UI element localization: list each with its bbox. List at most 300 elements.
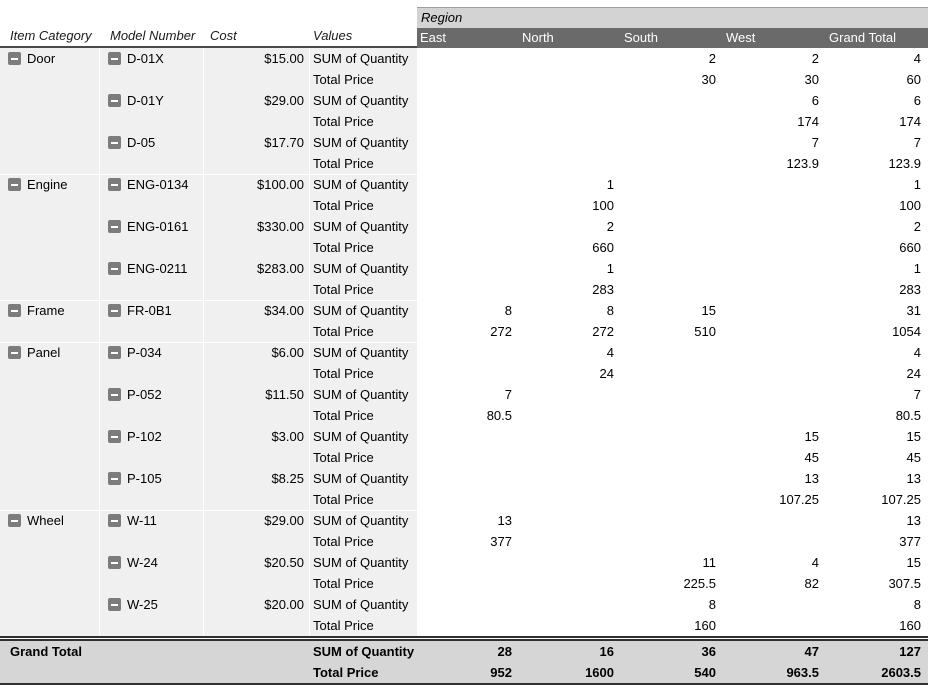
data-cell: 8 <box>708 597 716 612</box>
collapse-model-button[interactable] <box>108 52 121 65</box>
item-category-cell <box>0 132 100 153</box>
pivot-row <box>0 594 928 615</box>
data-cell: 11 <box>702 555 716 570</box>
data-cell: 6 <box>811 93 819 108</box>
pivot-row <box>0 384 928 405</box>
data-cell <box>519 594 621 615</box>
values-row-label: SUM of Quantity <box>310 384 417 405</box>
minus-icon <box>111 520 118 522</box>
values-row-label: Total Price <box>310 111 417 132</box>
minus-icon <box>111 436 118 438</box>
data-cell <box>621 468 723 489</box>
model-label: W-11 <box>127 513 157 528</box>
pivot-row <box>0 237 928 258</box>
item-category-cell <box>0 531 100 552</box>
data-cell: 2 <box>606 219 614 234</box>
pivot-row <box>0 69 928 90</box>
data-cell: 272 <box>592 324 614 339</box>
cost-cell <box>204 111 310 132</box>
pivot-body <box>0 48 928 636</box>
data-cell <box>723 216 826 237</box>
data-cell: 15 <box>906 555 921 570</box>
cost-cell <box>204 279 310 300</box>
data-cell: 13 <box>804 471 819 486</box>
cost-cell <box>204 447 310 468</box>
data-cell: 160 <box>694 618 716 633</box>
data-cell <box>723 384 826 405</box>
data-cell <box>621 426 723 447</box>
data-cell <box>621 153 723 174</box>
model-number-cell <box>100 384 204 405</box>
model-number-cell <box>100 132 204 153</box>
data-cell <box>621 132 723 153</box>
header-cost: Cost <box>204 28 310 48</box>
data-cell <box>723 279 826 300</box>
model-label: P-105 <box>127 471 162 486</box>
data-cell <box>621 510 723 531</box>
data-cell <box>417 489 519 510</box>
item-category-cell <box>0 69 100 90</box>
category-group-wheel <box>0 510 928 636</box>
pivot-row <box>0 510 928 531</box>
pivot-row <box>0 363 928 384</box>
data-cell <box>519 405 621 426</box>
data-cell <box>519 48 621 69</box>
data-cell: 283 <box>899 282 921 297</box>
values-row-label: Total Price <box>310 321 417 342</box>
grand-total-section <box>0 641 928 685</box>
data-cell: 107.25 <box>779 492 819 507</box>
data-cell <box>519 510 621 531</box>
data-cell <box>519 468 621 489</box>
category-group-panel <box>0 342 928 510</box>
cost-cell <box>204 321 310 342</box>
data-cell <box>723 258 826 279</box>
item-category-cell <box>0 405 100 426</box>
category-label: Frame <box>27 303 65 318</box>
values-row-label: Total Price <box>310 237 417 258</box>
cost-cell: $34.00 <box>204 300 310 321</box>
data-cell <box>723 342 826 363</box>
values-row-label: Total Price <box>310 69 417 90</box>
grand-total-value-cell: 16 <box>599 644 614 659</box>
values-row-label: Total Price <box>310 405 417 426</box>
data-cell <box>621 237 723 258</box>
pivot-row <box>0 174 928 195</box>
data-cell: 1 <box>606 261 614 276</box>
model-label: P-102 <box>127 429 162 444</box>
cost-cell <box>204 153 310 174</box>
data-cell: 100 <box>899 198 921 213</box>
model-number-cell <box>100 531 204 552</box>
data-cell <box>417 153 519 174</box>
region-column-header-grand-total: Grand Total <box>826 28 928 48</box>
data-cell: 45 <box>804 450 819 465</box>
data-cell <box>417 216 519 237</box>
data-cell: 2 <box>708 51 716 66</box>
model-label: ENG-0161 <box>127 219 189 234</box>
pivot-row <box>0 321 928 342</box>
model-label: W-25 <box>127 597 158 612</box>
cost-cell: $20.00 <box>204 594 310 615</box>
data-cell <box>417 279 519 300</box>
data-cell: 30 <box>804 72 819 87</box>
values-row-label: SUM of Quantity <box>310 510 417 531</box>
data-cell <box>519 573 621 594</box>
model-label: ENG-0211 <box>127 261 188 276</box>
region-column-header-north: North <box>519 28 621 48</box>
data-cell: 1 <box>606 177 614 192</box>
cost-cell: $15.00 <box>204 48 310 69</box>
collapse-model-button[interactable] <box>108 472 121 485</box>
model-number-cell <box>100 321 204 342</box>
data-cell: 4 <box>913 51 921 66</box>
cost-cell: $100.00 <box>204 174 310 195</box>
values-row-label: SUM of Quantity <box>310 174 417 195</box>
values-row-label: Total Price <box>310 363 417 384</box>
data-cell <box>621 90 723 111</box>
data-cell <box>723 321 826 342</box>
data-cell <box>417 48 519 69</box>
model-number-cell <box>100 195 204 216</box>
minus-icon <box>11 520 18 522</box>
data-cell: 660 <box>592 240 614 255</box>
item-category-cell <box>0 153 100 174</box>
data-cell: 4 <box>913 345 921 360</box>
data-cell: 80.5 <box>486 408 512 423</box>
pivot-row <box>0 300 928 321</box>
values-row-label: Total Price <box>310 615 417 636</box>
collapse-model-button[interactable] <box>108 346 121 359</box>
pivot-row <box>0 195 928 216</box>
model-number-cell <box>100 405 204 426</box>
values-row-label: Total Price <box>310 279 417 300</box>
cost-cell <box>204 237 310 258</box>
values-row-label: Total Price <box>313 665 379 680</box>
collapse-model-button[interactable] <box>108 94 121 107</box>
values-row-label: SUM of Quantity <box>310 216 417 237</box>
collapse-model-button[interactable] <box>108 220 121 233</box>
model-number-cell <box>100 174 204 195</box>
category-label: Engine <box>27 177 68 192</box>
model-number-cell <box>100 258 204 279</box>
model-label: FR-0B1 <box>127 303 172 318</box>
data-cell: 100 <box>592 198 614 213</box>
minus-icon <box>11 58 18 60</box>
cost-cell: $11.50 <box>204 384 310 405</box>
item-category-cell <box>0 321 100 342</box>
data-cell: 7 <box>504 387 512 402</box>
data-cell <box>621 342 723 363</box>
pivot-row <box>0 552 928 573</box>
data-cell: 8 <box>504 303 512 318</box>
data-cell: 15 <box>701 303 716 318</box>
values-row-label: SUM of Quantity <box>310 426 417 447</box>
data-cell: 15 <box>804 429 819 444</box>
item-category-cell <box>0 174 100 195</box>
collapse-category-button[interactable] <box>8 52 21 65</box>
pivot-row <box>0 258 928 279</box>
data-cell <box>519 426 621 447</box>
data-cell: 60 <box>906 72 921 87</box>
values-row-label: SUM of Quantity <box>310 468 417 489</box>
data-cell <box>621 384 723 405</box>
values-row-label: SUM of Quantity <box>310 90 417 111</box>
data-cell <box>417 111 519 132</box>
model-number-cell <box>100 90 204 111</box>
collapse-model-button[interactable] <box>108 514 121 527</box>
data-cell: 660 <box>899 240 921 255</box>
data-cell <box>723 594 826 615</box>
pivot-row <box>0 489 928 510</box>
top-left-spacer <box>0 0 417 28</box>
model-label: D-05 <box>127 135 156 150</box>
data-cell <box>621 447 723 468</box>
data-cell <box>723 195 826 216</box>
data-cell <box>417 363 519 384</box>
minus-icon <box>111 184 118 186</box>
data-cell: 7 <box>913 135 921 150</box>
item-category-cell <box>0 615 100 636</box>
collapse-model-button[interactable] <box>108 136 121 149</box>
data-cell <box>723 300 826 321</box>
category-group-frame <box>0 300 928 342</box>
collapse-category-button[interactable] <box>8 178 21 191</box>
data-cell: 6 <box>913 93 921 108</box>
data-cell: 45 <box>906 450 921 465</box>
cost-cell: $20.50 <box>204 552 310 573</box>
model-number-cell <box>100 594 204 615</box>
data-cell <box>621 531 723 552</box>
header-model-number: Model Number <box>100 28 204 48</box>
cost-cell <box>204 363 310 384</box>
data-cell <box>417 573 519 594</box>
data-cell: 123.9 <box>888 156 921 171</box>
grand-total-label: Grand Total <box>10 644 82 659</box>
item-category-cell <box>0 237 100 258</box>
minus-icon <box>11 184 18 186</box>
collapse-model-button[interactable] <box>108 304 121 317</box>
collapse-model-button[interactable] <box>108 598 121 611</box>
cost-cell <box>204 573 310 594</box>
item-category-cell <box>0 90 100 111</box>
data-cell: 30 <box>701 72 716 87</box>
data-cell: 174 <box>899 114 921 129</box>
cost-cell: $6.00 <box>204 342 310 363</box>
model-label: P-034 <box>127 345 162 360</box>
data-cell: 4 <box>606 345 614 360</box>
data-cell <box>621 279 723 300</box>
cost-cell <box>204 69 310 90</box>
minus-icon <box>111 478 118 480</box>
values-row-label: SUM of Quantity <box>310 48 417 69</box>
data-cell: 377 <box>490 534 512 549</box>
data-cell <box>417 594 519 615</box>
collapse-category-button[interactable] <box>8 514 21 527</box>
model-label: W-24 <box>127 555 158 570</box>
data-cell <box>519 69 621 90</box>
values-row-label: Total Price <box>310 531 417 552</box>
pivot-row <box>0 426 928 447</box>
minus-icon <box>111 562 118 564</box>
data-cell: 123.9 <box>786 156 819 171</box>
minus-icon <box>111 142 118 144</box>
minus-icon <box>111 604 118 606</box>
model-number-cell <box>100 237 204 258</box>
pivot-row <box>0 216 928 237</box>
minus-icon <box>111 100 118 102</box>
model-label: ENG-0134 <box>127 177 189 192</box>
data-cell <box>519 111 621 132</box>
data-cell <box>417 90 519 111</box>
data-cell: 307.5 <box>888 576 921 591</box>
category-label: Panel <box>27 345 61 360</box>
values-row-label: SUM of Quantity <box>310 258 417 279</box>
data-cell <box>417 132 519 153</box>
item-category-cell <box>0 48 100 69</box>
data-cell <box>723 237 826 258</box>
cost-cell: $17.70 <box>204 132 310 153</box>
values-row-label: SUM of Quantity <box>310 300 417 321</box>
data-cell <box>723 531 826 552</box>
pivot-row <box>0 468 928 489</box>
cost-cell: $283.00 <box>204 258 310 279</box>
minus-icon <box>11 310 18 312</box>
collapse-category-button[interactable] <box>8 304 21 317</box>
data-cell: 8 <box>913 597 921 612</box>
data-cell: 13 <box>497 513 512 528</box>
values-row-label: Total Price <box>310 153 417 174</box>
pivot-row <box>0 132 928 153</box>
item-category-cell <box>0 363 100 384</box>
data-cell <box>723 615 826 636</box>
item-category-cell <box>0 258 100 279</box>
grand-total-value-cell: 963.5 <box>786 665 819 680</box>
item-category-cell <box>0 384 100 405</box>
minus-icon <box>11 352 18 354</box>
grand-total-spacer <box>100 641 204 662</box>
data-cell: 7 <box>811 135 819 150</box>
region-field-row <box>0 0 928 28</box>
model-label: P-052 <box>127 387 162 402</box>
item-category-cell <box>0 489 100 510</box>
values-row-label: SUM of Quantity <box>310 132 417 153</box>
data-cell <box>621 195 723 216</box>
data-cell <box>417 615 519 636</box>
values-row-label: SUM of Quantity <box>313 644 415 659</box>
data-cell: 377 <box>899 534 921 549</box>
cost-cell <box>204 615 310 636</box>
region-column-header-south: South <box>621 28 723 48</box>
data-cell <box>417 552 519 573</box>
data-cell: 225.5 <box>683 576 716 591</box>
pivot-row <box>0 111 928 132</box>
minus-icon <box>111 226 118 228</box>
cost-cell: $3.00 <box>204 426 310 447</box>
pivot-row <box>0 153 928 174</box>
values-row-label: Total Price <box>310 195 417 216</box>
pivot-row <box>0 405 928 426</box>
pivot-row <box>0 447 928 468</box>
data-cell <box>723 174 826 195</box>
data-cell: 4 <box>811 555 819 570</box>
data-cell: 1 <box>913 261 921 276</box>
collapse-model-button[interactable] <box>108 262 121 275</box>
data-cell: 1 <box>913 177 921 192</box>
grand-total-label <box>0 662 100 683</box>
data-cell <box>519 384 621 405</box>
data-cell <box>417 426 519 447</box>
grand-total-spacer <box>204 662 310 683</box>
grand-total-spacer <box>204 641 310 662</box>
cost-cell <box>204 405 310 426</box>
collapse-model-button[interactable] <box>108 556 121 569</box>
item-category-cell <box>0 300 100 321</box>
model-number-cell <box>100 447 204 468</box>
cost-cell: $330.00 <box>204 216 310 237</box>
values-row-label: SUM of Quantity <box>310 594 417 615</box>
collapse-model-button[interactable] <box>108 388 121 401</box>
values-row-label: Total Price <box>310 573 417 594</box>
pivot-row <box>0 90 928 111</box>
data-cell <box>723 363 826 384</box>
grand-total-value-cell: 952 <box>490 665 512 680</box>
data-cell: 13 <box>906 513 921 528</box>
column-header-row <box>0 28 928 48</box>
header-values: Values <box>310 28 417 48</box>
model-label: D-01Y <box>127 93 164 108</box>
pivot-row <box>0 279 928 300</box>
region-field-area <box>417 0 928 28</box>
grand-total-value-cell: 127 <box>899 644 921 659</box>
data-cell <box>519 531 621 552</box>
minus-icon <box>111 310 118 312</box>
grand-total-spacer <box>100 662 204 683</box>
data-cell <box>417 69 519 90</box>
data-cell <box>519 447 621 468</box>
region-column-header-east: East <box>417 28 519 48</box>
data-cell <box>417 174 519 195</box>
pivot-row <box>0 48 928 69</box>
grand-total-value-cell: 28 <box>497 644 512 659</box>
data-cell <box>417 468 519 489</box>
data-cell <box>621 174 723 195</box>
item-category-cell <box>0 195 100 216</box>
collapse-model-button[interactable] <box>108 430 121 443</box>
values-row-label: SUM of Quantity <box>310 552 417 573</box>
model-number-cell <box>100 510 204 531</box>
model-label: D-01X <box>127 51 164 66</box>
collapse-category-button[interactable] <box>8 346 21 359</box>
data-cell: 174 <box>797 114 819 129</box>
data-cell: 24 <box>599 366 614 381</box>
data-cell <box>621 216 723 237</box>
cost-cell <box>204 489 310 510</box>
grand-total-row <box>0 662 928 683</box>
collapse-model-button[interactable] <box>108 178 121 191</box>
minus-icon <box>111 394 118 396</box>
item-category-cell <box>0 342 100 363</box>
data-cell <box>621 111 723 132</box>
data-cell <box>519 153 621 174</box>
item-category-cell <box>0 552 100 573</box>
grand-total-value-cell: 36 <box>701 644 716 659</box>
data-cell <box>519 552 621 573</box>
category-label: Wheel <box>27 513 64 528</box>
item-category-cell <box>0 447 100 468</box>
pivot-row <box>0 573 928 594</box>
item-category-cell <box>0 111 100 132</box>
